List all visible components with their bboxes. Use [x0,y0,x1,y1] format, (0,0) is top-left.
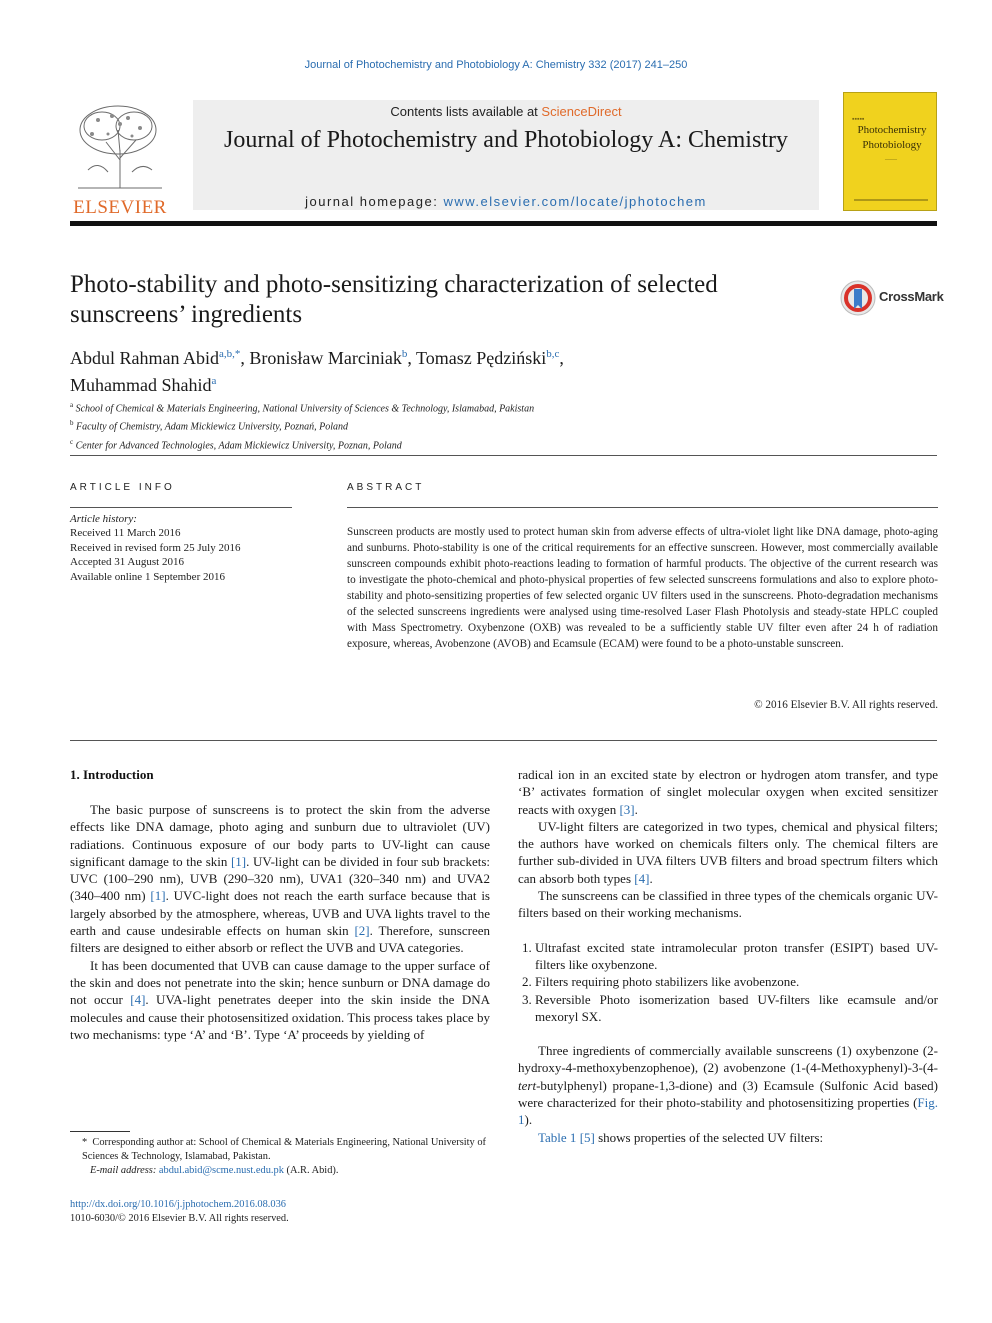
affiliations [70,398,870,453]
author-affil-sup[interactable]: a [211,375,217,387]
list-item: 1. Ultrafast excited state intramolecular proton transfer (ESIPT) based UV-filters like oxybenzone. [535,939,938,974]
author-separator: , [240,348,250,368]
paragraph [518,818,938,887]
reference-link[interactable]: [4] [634,870,650,886]
author-list [70,343,870,397]
paragraph-text: The basic purpose of sunscreens is to protect the skin from the adverse effects like DNA damage, photo aging and sunburn due to ultraviolet (UV) radiations. Continuous exposure of our body parts to UV-light can cause significant damage to the skin [70,802,490,869]
footnote-text: Corresponding author at: School of Chemical & Materials Engineering, National University of Sciences & Technology, Islamabad, Pakistan. [82,1137,487,1162]
author-name[interactable]: Tomasz Pędziński [416,348,547,368]
paragraph-text: It has been documented that UVB can cause damage to the upper surface of the skin and does not penetrate into the skin; hence sunburn or DNA damage do not occur [70,957,490,1008]
article-info-heading: ARTICLE INFO [70,482,175,493]
footnote-email [70,1164,490,1178]
italic-text: tert [518,1077,537,1093]
corresponding-author-footnote [70,1136,490,1178]
abstract-bottom-rule [70,740,937,741]
author-affil-sup[interactable]: b [401,348,408,360]
list-item: 3. Reversible Photo isomerization based UV-filters like ecamsule and/or mexoryl SX. [535,991,938,1026]
author-affil-sup[interactable]: b,c [546,348,560,360]
body-column-right [518,766,938,1146]
paragraph [518,1129,938,1146]
footnote-rule [70,1131,130,1132]
author-separator: , [559,348,564,368]
paragraph-text: ). [524,1112,533,1128]
paragraph-text: . [634,801,638,817]
doi-block [70,1198,289,1226]
history-item: Available online 1 September 2016 [70,570,225,583]
contents-prefix: Contents lists available at [390,104,542,119]
cover-mark: ▪▪▪▪▪ [852,115,865,123]
history-item: Accepted 31 August 2016 [70,556,184,569]
crossmark-icon [839,279,877,317]
list-item: 2. Filters requiring photo stabilizers like avobenzone. [535,973,938,990]
paragraph: The sunscreens can be classified in three types of the chemicals organic UV-filters based on their working mechanisms. [518,888,938,921]
affiliation-sup: b [70,419,74,428]
body-column-left [70,801,490,1043]
paragraph [70,801,490,957]
affiliation-text: Center for Advanced Technologies, Adam Mickiewicz University, Poznan, Poland [75,439,402,451]
affiliation-text: School of Chemical & Materials Engineering, National University of Sciences & Technology, Islamabad, Pakistan [75,403,535,415]
author-name[interactable]: Muhammad Shahid [70,375,212,395]
crossmark-label: CrossMark [879,289,944,304]
history-item: Received 11 March 2016 [70,527,181,540]
paragraph-text: . [649,870,653,886]
abstract-rule [347,507,938,508]
table-link[interactable]: Table 1 [538,1129,577,1145]
journal-name: Journal of Photochemistry and Photobiology A: Chemistry [224,127,788,153]
paragraph [70,957,490,1043]
article-history [70,512,295,584]
reference-link[interactable]: [5] [579,1129,595,1145]
journal-masthead [193,100,819,210]
cover-title: Photochemistry Photobiology [857,124,927,151]
abstract-text: Sunscreen products are mostly used to protect human skin from adverse effects of ultra-violet light like DNA damage, photo-aging and sunburns. Photo-stability is one of the critical requirements for an effective sunscreen. However, most commercially available sunscreen compounds exhibit photo-reactions leading to formation of harmful products. The objective of the current research was to investigate the photo-chemical and photo-physical properties of few selected sunscreens formulations and also to explore photo-stability and photo-sensitizing properties of few selected organic UV filters used in the sunscreens. Photo-degradation mechanisms of the selected sunscreens ingredients were analysed using time-resolved Laser Flash Photolysis and steady-state HPLC coupled with Mass Spectrometry. Oxybenzone (OXB) was revealed to be a sufficiently stable UV filter even after 24 h of radiation exposure, whereas, Avobenzone (AVOB) and Ecamsule (ECAM) were found to be a photo-unstable sunscreen. [347,526,938,650]
cover-bottom-rule [854,199,928,201]
email-link[interactable]: abdul.abid@scme.nust.edu.pk [158,1165,284,1176]
paragraph-text: radical ion in an excited state by electron or hydrogen atom transfer, and type ‘B’ activates formation of singlet molecular oxygen when excited sensitizer reacts with oxygen [518,767,938,817]
abstract-heading: ABSTRACT [347,482,425,493]
sciencedirect-link[interactable]: ScienceDirect [541,104,622,119]
affiliation-item [70,435,870,453]
paragraph-text: . UV-light can be divided in four sub brackets: UVC (100–290 nm), UVB (290–320 nm), UVA1 (320–340 nm) and UVA2 (340–400 nm) [70,853,490,904]
affiliation-item [70,398,870,416]
affiliation-rule [70,455,937,456]
abstract-copyright: © 2016 Elsevier B.V. All rights reserved. [754,699,938,711]
homepage-prefix: journal homepage: [305,194,444,209]
elsevier-wordmark: ELSEVIER [73,197,167,218]
reference-link[interactable]: [2] [354,923,370,939]
history-item: Received in revised form 25 July 2016 [70,541,241,554]
journal-citation[interactable]: Journal of Photochemistry and Photobiology A: Chemistry 332 (2017) 241–250 [304,59,688,71]
paragraph [518,766,938,818]
author-name[interactable]: Bronisław Marciniak [249,348,402,368]
paragraph-text: Three ingredients of commercially available sunscreens (1) oxybenzone (2-hydroxy-4-methoxybenzophenoe), (2) avobenzone (1-(4-Methoxyphenyl)-3-(4- [518,1043,938,1076]
author-affil-sup[interactable]: a,b,* [219,348,241,360]
elsevier-logo[interactable] [68,100,172,218]
author-name[interactable]: Abdul Rahman Abid [70,348,219,368]
section-heading-introduction: 1. Introduction [70,767,154,782]
cover-subtitle-line: —— [885,157,897,163]
history-label: Article history: [70,513,137,525]
homepage-link[interactable]: www.elsevier.com/locate/jphotochem [443,194,707,209]
crossmark-badge[interactable] [839,279,944,317]
numbered-list [518,939,938,1025]
affiliation-sup: a [70,401,74,409]
email-label: E-mail address: [90,1165,159,1176]
author-separator: , [407,348,417,368]
paragraph-text: UV-light filters are categorized in two types, chemical and physical filters; the authors have worked on chemicals filters only. The chemical filters are further sub-divided in UVA filters UVB filters and broad spectrum filters which can absorb both types [518,818,938,886]
affiliation-item [70,416,870,434]
reference-link[interactable]: [3] [619,801,635,817]
paragraph-text: . Therefore, sunscreen filters are designed to either absorb or reflect the UVB and UVA categories. [70,923,490,956]
paragraph-text: . UVC-light does not reach the earth surface because that is largely absorbed by the atmosphere, whereas, UVB and UVA lights travel to the earth and cause undesirable effects on human skin [70,888,490,939]
paragraph [518,1042,938,1128]
footnote-corresponding [70,1136,490,1164]
paragraph-text: -butylphenyl) propane-1,3-dione) and (3) Ecamsule (Sulfonic Acid based) were characterized for their photo-stability and photosensitizing properties ( [518,1077,938,1111]
reference-link[interactable]: [1] [230,853,247,869]
affiliation-sup: c [70,437,74,446]
reference-link[interactable]: [1] [150,888,166,904]
paragraph-text: shows properties of the selected UV filters: [594,1129,824,1145]
journal-homepage [193,194,819,209]
email-suffix: (A.R. Abid). [283,1165,339,1176]
article-info-rule [70,507,292,508]
header-rule [70,221,937,226]
paragraph-text: . UVA-light penetrates deeper into the skin inside the DNA molecules and cause their photosensitized oxidation. This process takes place by two mechanisms: type ‘A’ and ‘B’. Type ‘A’ proceeds by yielding of [70,992,490,1042]
doi-link[interactable]: http://dx.doi.org/10.1016/j.jphotochem.2016.08.036 [70,1199,286,1210]
footnote-star: * [82,1137,88,1148]
contents-line [193,104,819,119]
affiliation-text: Faculty of Chemistry, Adam Mickiewicz University, Poznań, Poland [76,421,348,433]
journal-cover-thumbnail[interactable] [843,92,937,211]
elsevier-tree-icon [68,100,172,190]
figure-link[interactable]: Fig. 1 [518,1095,938,1128]
issn-line: 1010-6030/© 2016 Elsevier B.V. All rights reserved. [70,1213,289,1224]
reference-link[interactable]: [4] [130,992,146,1008]
article-title: Photo-stability and photo-sensitizing characterization of selected sunscreens’ ingredients [70,271,718,328]
